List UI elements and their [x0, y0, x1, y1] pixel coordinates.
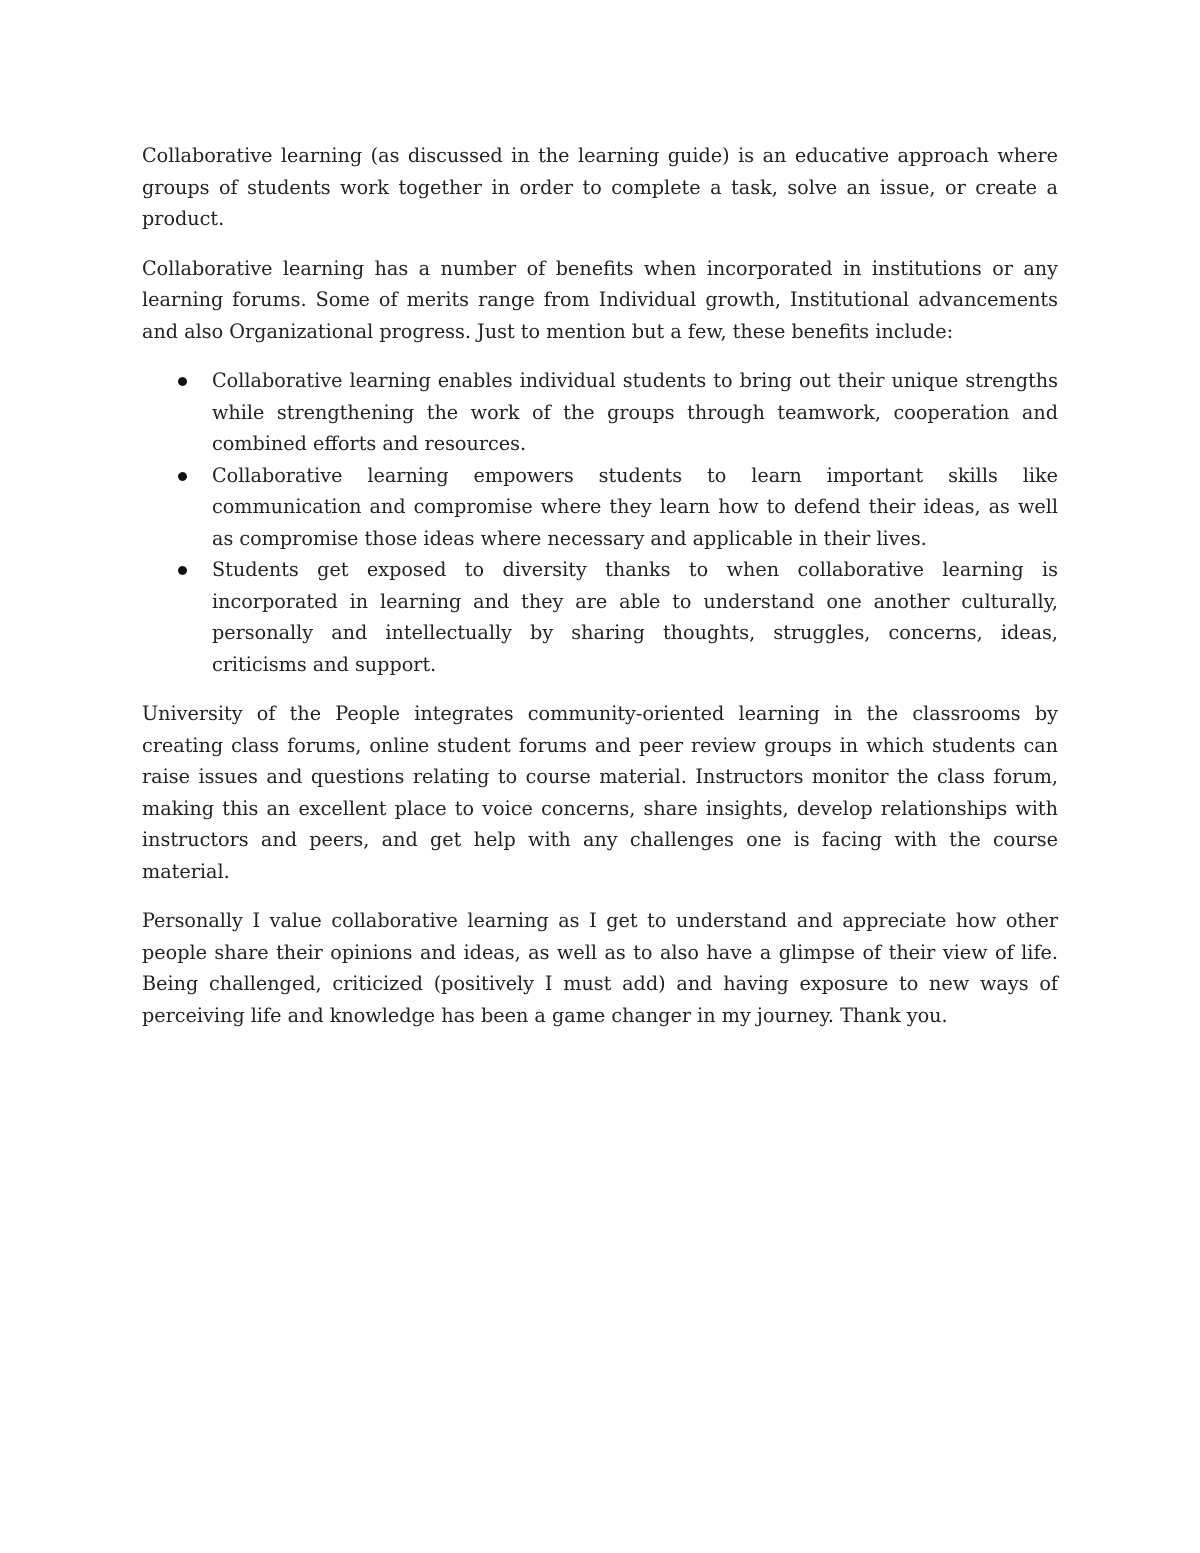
- intro-paragraph-1: Collaborative learning (as discussed in the learning guide) is an educative approach where groups of students work together in order to complete a task, solve an issue, or create a product.: [142, 144, 1058, 230]
- document-page: [142, 140, 1058, 1049]
- list-item-text: Collaborative learning enables individual students to bring out their unique strengths while strengthening the work of the groups through teamwork, cooperation and combined efforts and resources.: [212, 369, 1058, 455]
- outro-paragraph-1: University of the People integrates community-oriented learning in the classrooms by creating class forums, online student forums and peer review groups in which students can raise issues and questions relating to course material. Instructors monitor the class forum, making this an excellent place to voice concerns, share insights, develop relationships with instructors and peers, and get help with any challenges one is facing with the course material.: [142, 702, 1058, 883]
- benefits-list: [142, 365, 1058, 680]
- list-item-text: Students get exposed to diversity thanks to when collaborative learning is incorporated in learning and they are able to understand one another culturally, personally and intellectually by sharing thoughts, struggles, concerns, ideas, criticisms and support.: [212, 558, 1058, 676]
- list-item: [142, 460, 1058, 555]
- intro-paragraph-2: Collaborative learning has a number of benefits when incorporated in institutions or any learning forums. Some of merits range from Individual growth, Institutional advancements and also Organizational progress. Just to mention but a few, these benefits include:: [142, 256, 1058, 343]
- bullet-icon: [178, 377, 187, 386]
- list-item-text: Collaborative learning empowers students to learn important skills like communication and compromise where they learn how to defend their ideas, as well as compromise those ideas where necessary and applicable in their lives.: [212, 463, 1058, 550]
- outro-paragraph-2: Personally I value collaborative learning as I get to understand and appreciate how other people share their opinions and ideas, as well as to also have a glimpse of their view of life. Being challenged, criticized (positively I must add) and having exposure to new ways of perceiving life and knowledge has been a game changer in my journey. Thank you.: [142, 909, 1058, 1027]
- list-item: [142, 365, 1058, 460]
- bullet-icon: [178, 566, 187, 575]
- bullet-icon: [178, 472, 187, 481]
- list-item: [142, 554, 1058, 680]
